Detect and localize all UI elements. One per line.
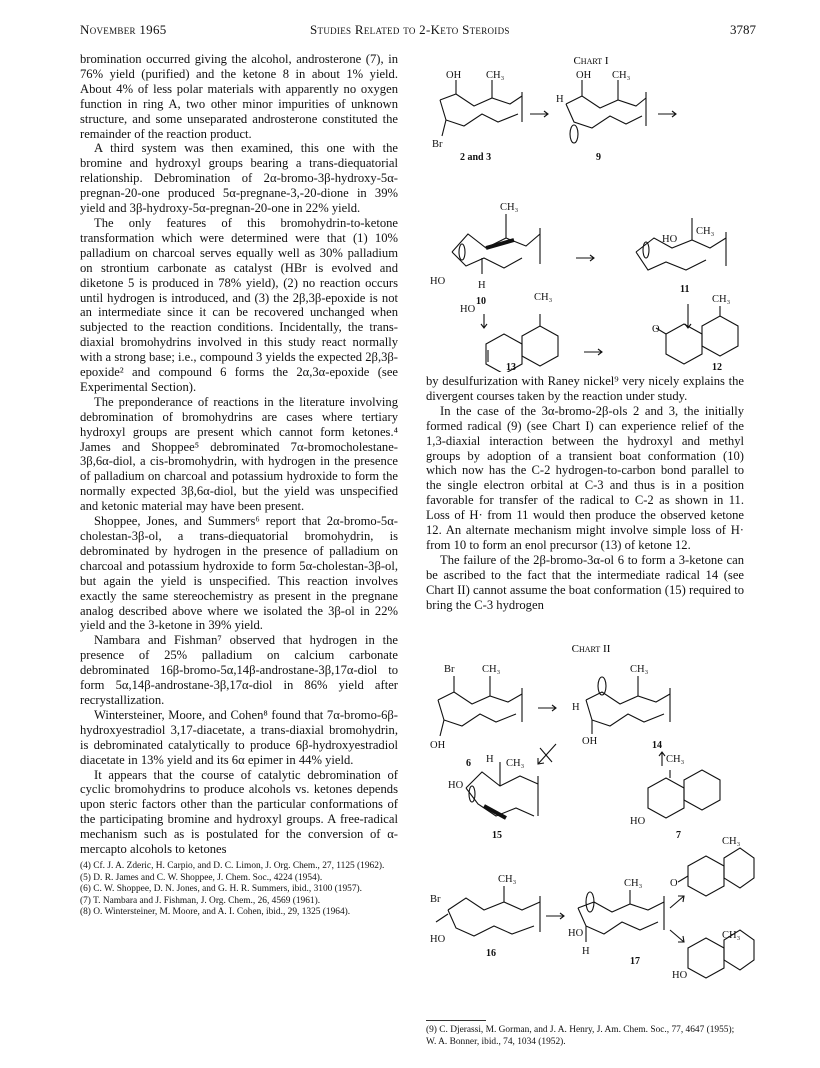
atom-label: HO	[460, 304, 476, 315]
header-title: Studies Related to 2-Keto Steroids	[310, 22, 510, 37]
compound-label: 15	[492, 830, 502, 841]
atom-label: CH₃	[722, 836, 741, 847]
footnote-rule	[426, 1020, 486, 1021]
paragraph: In the case of the 3α-bromo-2β-ols 2 and 3, the initially formed radical (9) (see Chart I) can experience relief of the 1,3-diaxial interaction between the hydroxyl and methyl groups by adoption of a transient boat conformation (10) which now has the C-2 hydrogen-to-carbon bond parallel to the single electron orbital at C-3 and thus is in a position favorable for transfer of the radical to C-2 as shown in 11. Loss of H· from 11 would then produce the observed ketone 12. An alternate mechanism might involve simple loss of H· from 10 to form an enol precursor (13) of ketone 12.	[426, 403, 744, 552]
compound-label: 10	[476, 296, 486, 307]
atom-label: H	[478, 280, 486, 291]
compound-label: 17	[630, 956, 640, 967]
compound-label: 2 and 3	[460, 152, 492, 163]
atom-label: CH₃	[666, 754, 685, 765]
atom-label: HO	[630, 816, 646, 827]
paragraph: Wintersteiner, Moore, and Cohen⁸ found that 7α-bromo-6β-hydroxyestradiol 3,17-diacetate, a trans-diaxial bromohydrin, is debrominated catalytically to produce 6β-hydroxyestradiol diacetate in 13% yield and its 6α epimer in 44% yield.	[80, 707, 398, 767]
atom-label: HO	[448, 780, 464, 791]
atom-label: CH₃	[486, 70, 505, 81]
footnote: (4) Cf. J. A. Zderic, H. Carpio, and D. C. Limon, J. Org. Chem., 27, 1125 (1962).	[80, 860, 385, 871]
atom-label: OH	[430, 740, 446, 751]
atom-label: CH₃	[498, 874, 517, 885]
atom-label: CH₃	[506, 758, 525, 769]
chart-two	[426, 640, 756, 1015]
chart-one-drawing	[426, 52, 756, 372]
atom-label: HO	[672, 970, 688, 981]
footnote: (9) C. Djerassi, M. Gorman, and J. A. Henry, J. Am. Chem. Soc., 77, 4647 (1955); W. A. Bonner, ibid., 74, 1034 (1952).	[426, 1025, 735, 1047]
atom-label: OH	[446, 70, 462, 81]
atom-label: HO	[430, 934, 446, 945]
chart-one-title: Chart I	[573, 55, 609, 67]
atom-label: HO	[662, 234, 678, 245]
paragraph: bromination occurred giving the alcohol, androsterone (7), in 76% yield (purified) and the ketone 8 in about 1% yield. About 4% of less polar materials with apparently no oxygen function in ring A, two other minor impurities of unknown structure, and some unseparated androsterone constituted the remainder of the reaction product.	[80, 52, 398, 141]
atom-label: Br	[432, 139, 443, 150]
paragraph: by desulfurization with Raney nickel⁹ very nicely explains the divergent courses taken by the reaction under study.	[426, 374, 744, 403]
atom-label: CH₃	[712, 294, 731, 305]
page-number: 3787	[730, 22, 756, 37]
footnote: (7) T. Nambara and J. Fishman, J. Org. Chem., 26, 4569 (1961).	[80, 895, 321, 906]
atom-label: O	[670, 878, 678, 889]
atom-label: CH₃	[630, 664, 649, 675]
footnote: (6) C. W. Shoppee, D. N. Jones, and G. H. R. Summers, ibid., 3100 (1957).	[80, 884, 363, 895]
atom-label: CH₃	[624, 878, 643, 889]
compound-label: 16	[486, 948, 496, 959]
atom-label: H	[486, 754, 494, 765]
paragraph: The preponderance of reactions in the literature involving debromination of bromohydrins are cases where tertiary hydroxyl groups are present which cannot form ketones.⁴ James and Shoppee⁵ debrominated 7α-bromocholestane-3β,6α-diol, a cis-bromohydrin, with hydrogen in the presence of palladium on charcoal and potassium hydroxide to form the normally expected 3β,6α-diol, but the yield was unspecified and ketonic material may have been present.	[80, 394, 398, 514]
running-header	[80, 22, 756, 38]
atom-label: H	[556, 94, 564, 105]
atom-label: CH₃	[696, 226, 715, 237]
atom-label: H	[582, 946, 590, 957]
compound-label: 9	[596, 152, 601, 163]
compound-label: 7	[676, 830, 681, 841]
atom-label: O	[652, 324, 660, 335]
atom-label: H	[572, 702, 580, 713]
footnote: (8) O. Wintersteiner, M. Moore, and A. I. Cohen, ibid., 29, 1325 (1964).	[80, 907, 351, 918]
compound-label: 13	[506, 362, 516, 372]
compound-label: 11	[680, 284, 690, 295]
footnotes	[80, 861, 398, 919]
atom-label: Br	[444, 664, 455, 675]
atom-label: OH	[576, 70, 592, 81]
chart-one	[426, 52, 756, 377]
chart-two-drawing	[426, 640, 756, 1010]
paragraph: Nambara and Fishman⁷ observed that hydrogen in the presence of 25% palladium on calcium carbonate debrominated 16β-bromo-5α,14β-androstane-3β,17α-diol to form 5α,14β-androstane-3β,17α-diol in 86% yield after recrystallization.	[80, 633, 398, 707]
paragraph: A third system was then examined, this one with the bromine and hydroxyl groups bearing a trans-diequatorial relationship. Debromination of 2α-bromo-3β-hydroxy-5α-pregnan-20-one produced 5α-pregnane-3,-20-dione in 39% yield and 3β-hydroxy-5α-pregnan-20-one in 22% yield.	[80, 141, 398, 216]
atom-label: CH₃	[722, 930, 741, 941]
paragraph: The only features of this bromohydrin-to-ketone transformation which were determined were that (1) 10% palladium on charcoal serves equally well as 30% palladium on strontium carbonate as catalyst (HBr is evolved and diketone 5 is produced in 78% yield), (2) no reaction occurs until hydrogen is introduced, and (3) the 2β,3β-epoxide is not an intermediate since it can be recovered unchanged when subjected to the reaction conditions. Incidentally, the trans-diaxial bromohydrins involved in this study react normally with a strong base; i.e., compound 3 yields the expected 2β,3β-epoxide² and compound 6 forms the 2α,3α-epoxide (see Experimental Section).	[80, 215, 398, 394]
chart-two-title: Chart II	[571, 643, 611, 655]
paragraph: It appears that the course of catalytic debromination of cyclic bromohydrins to produce alcohols vs. ketones depends upon steric factors other than the particular conformations of the participating bromine and hydroxyl groups. A free-radical mechanism such as is postulated for the conversion of α-mercapto alcohols to ketones	[80, 767, 398, 857]
atom-label: OH	[582, 736, 598, 747]
atom-label: CH₃	[612, 70, 631, 81]
compound-label: 14	[652, 740, 662, 751]
atom-label: CH₃	[534, 292, 553, 303]
compound-label: 6	[466, 758, 471, 769]
right-footnote-block	[426, 1014, 744, 1048]
atom-label: HO	[430, 276, 446, 287]
right-column	[426, 374, 744, 613]
atom-label: CH₃	[482, 664, 501, 675]
atom-label: HO	[568, 928, 584, 939]
compound-label: 12	[712, 362, 722, 372]
paragraph: The failure of the 2β-bromo-3α-ol 6 to form a 3-ketone can be ascribed to the fact that the intermediate radical 14 (see Chart II) cannot assume the boat conformation (15) required to bring the C-3 hydrogen	[426, 552, 744, 612]
footnote: (5) D. R. James and C. W. Shoppee, J. Chem. Soc., 4224 (1954).	[80, 872, 323, 883]
paragraph: Shoppee, Jones, and Summers⁶ report that 2α-bromo-5α-cholestan-3β-ol, a trans-diequatorial bromohydrin, is debrominated by hydrogen in the presence of palladium on charcoal and potassium hydroxide to form 5α-cholestan-3β-ol, but again the yield is unspecified. This reaction involves exactly the same stereochemistry as present in the pregnane analog described above where we isolated the 3β-ol in 22% yield and the 3-ketone in 39% yield.	[80, 514, 398, 633]
left-column	[80, 52, 398, 919]
header-date: November 1965	[80, 22, 167, 37]
atom-label: Br	[430, 894, 441, 905]
atom-label: CH₃	[500, 202, 519, 213]
